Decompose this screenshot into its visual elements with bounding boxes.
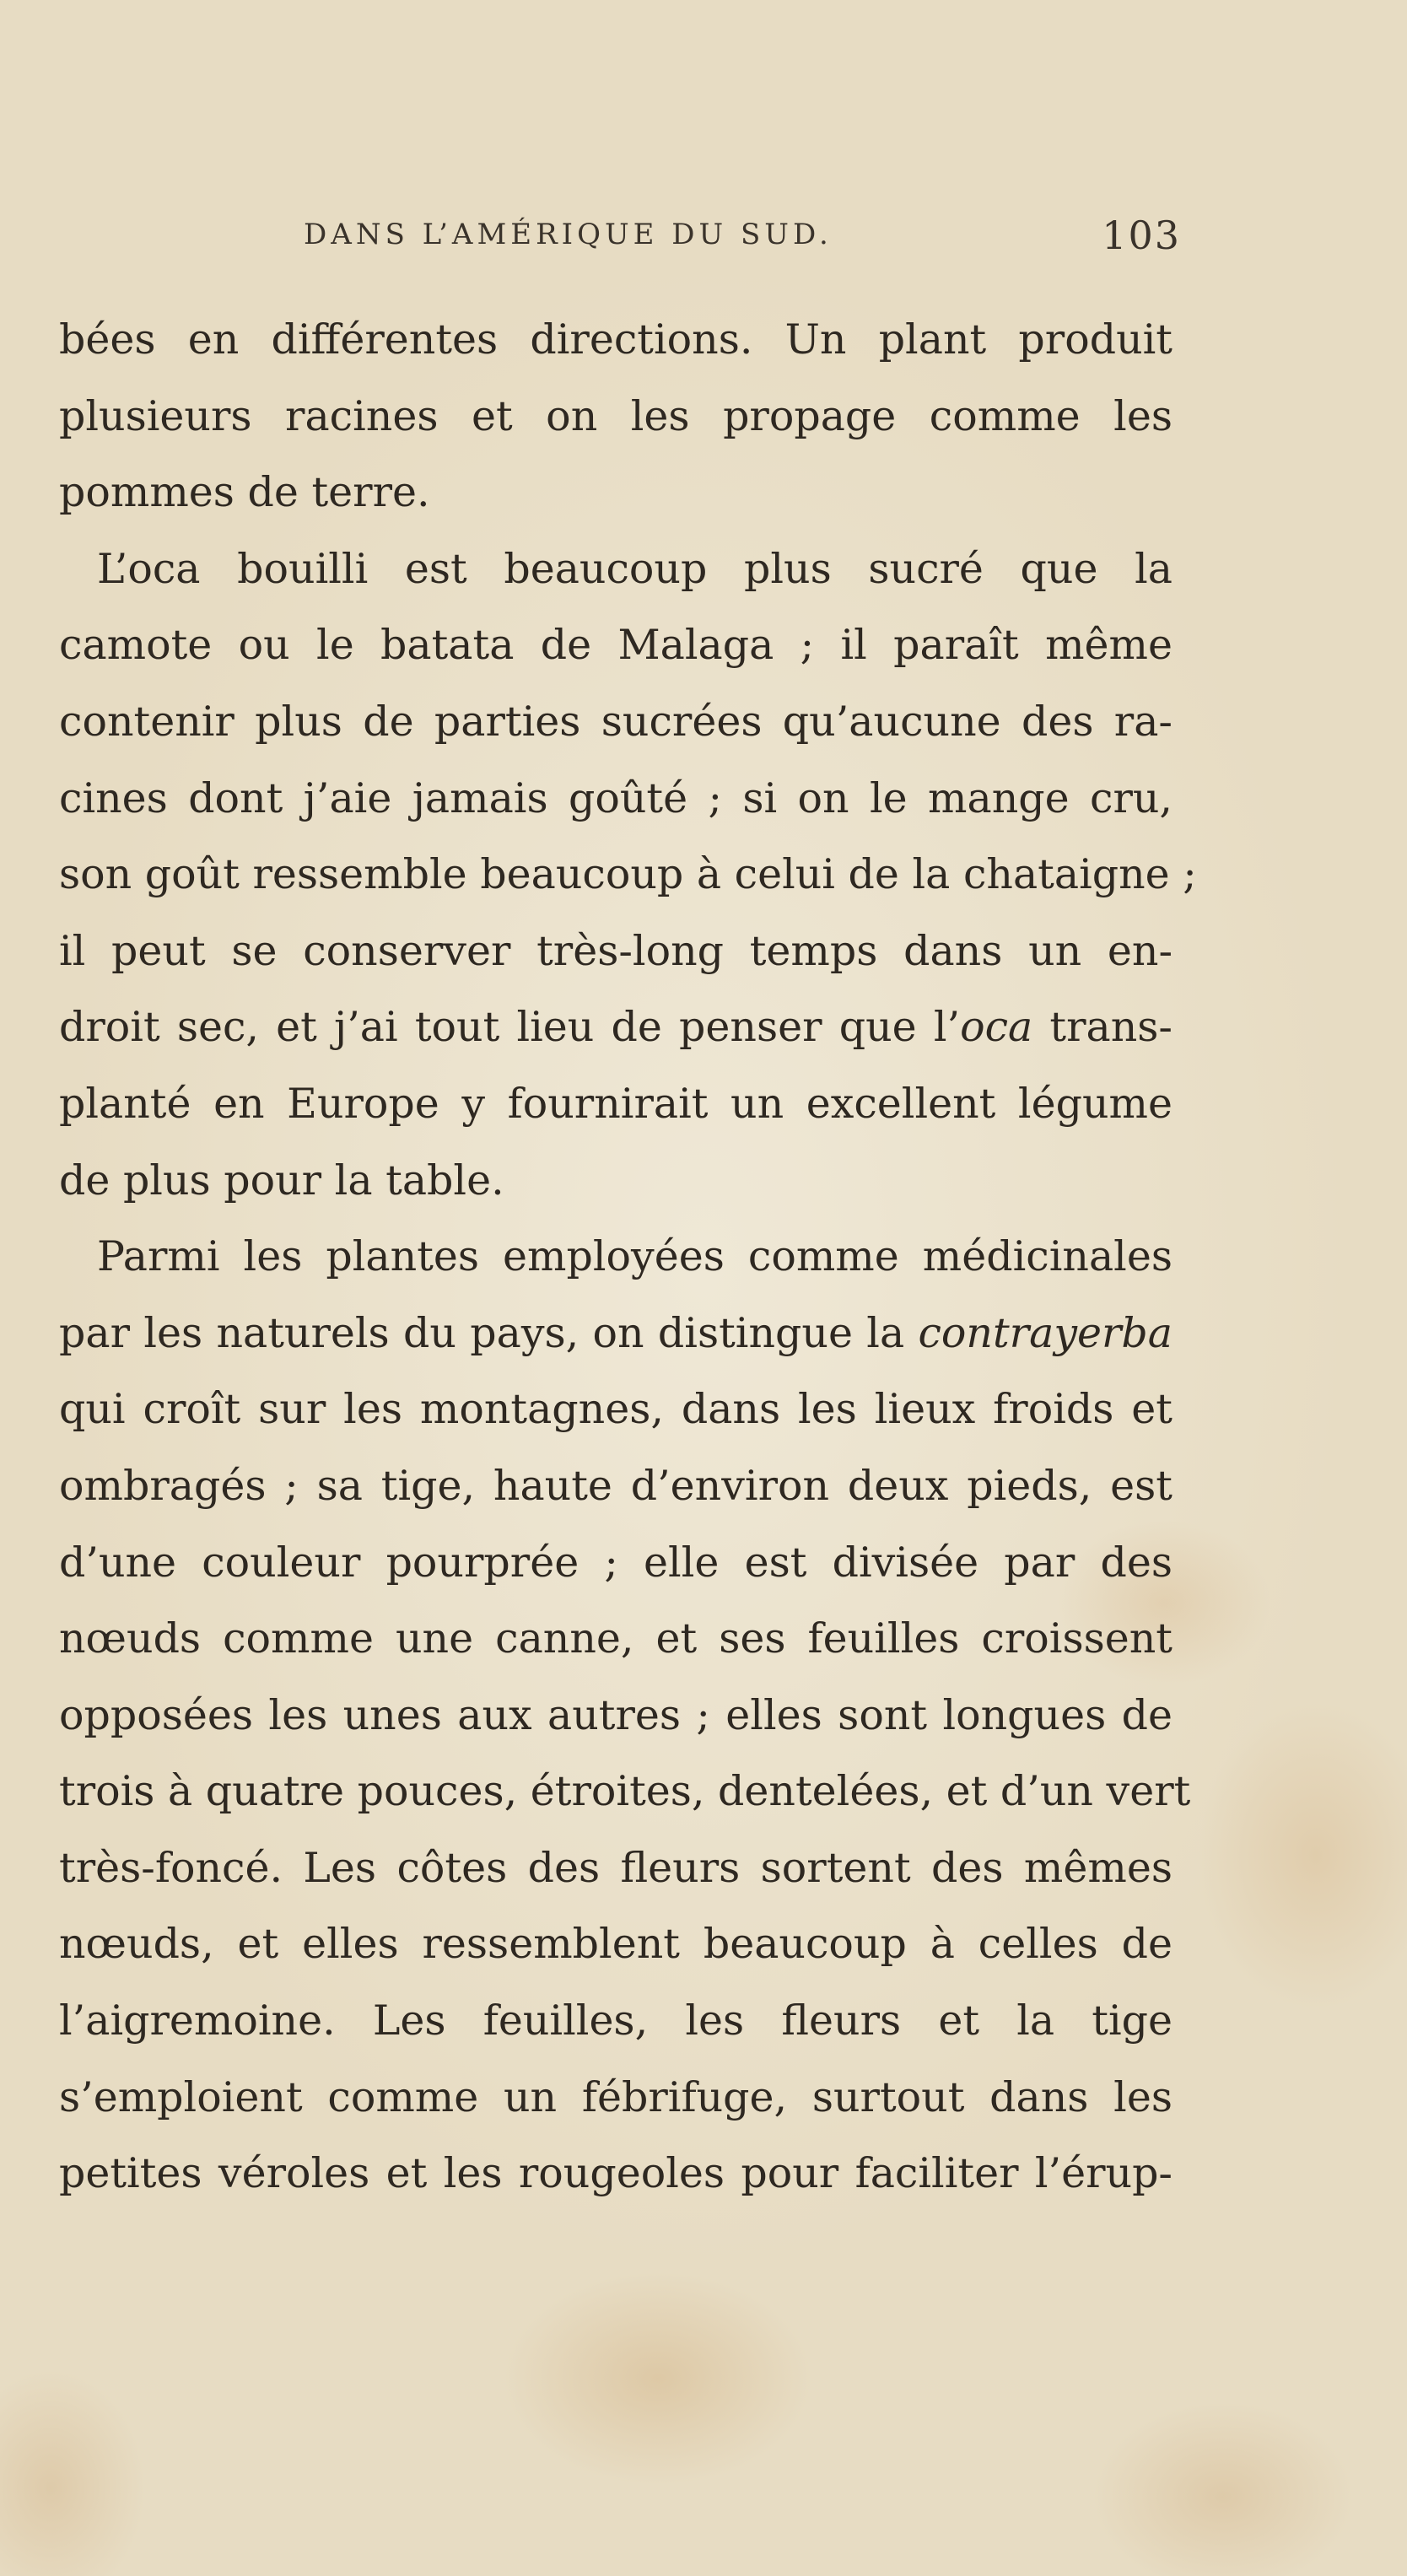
italic-term: oca — [960, 1003, 1033, 1052]
text-line: pommes de terre. — [59, 468, 430, 517]
text-line — [59, 1296, 1172, 1372]
italic-term: contrayerba — [918, 1308, 1172, 1357]
text-line: opposées les unes aux autres ; elles sont longues de — [59, 1690, 1172, 1739]
page-header — [304, 213, 1181, 268]
text-line: Parmi les plantes employées comme médicinales — [97, 1232, 1172, 1281]
text-line: il peut se conserver très-long temps dans un en- — [59, 926, 1172, 975]
text-line: qui croît sur les montagnes, dans les lieux froids et — [59, 1385, 1172, 1434]
text-line: son goût ressemble beaucoup à celui de la chataigne ; — [59, 850, 1197, 899]
body-text — [59, 302, 1197, 2212]
text-line: d’une couleur pourprée ; elle est divisée par des — [59, 1538, 1172, 1587]
text-line: cines dont j’aie jamais goûté ; si on le mange cru, — [59, 773, 1172, 822]
running-title: DANS L’AMÉRIQUE DU SUD. — [304, 218, 833, 251]
text-line: nœuds, et elles ressemblent beaucoup à celles de — [59, 1920, 1172, 1969]
text-line: bées en différentes directions. Un plant produit — [59, 315, 1172, 364]
text-line: petites véroles et les rougeoles pour faciliter l’érup- — [59, 2149, 1172, 2198]
text-line: très-foncé. Les côtes des fleurs sortent des mêmes — [59, 1843, 1172, 1892]
text-line: trois à quatre pouces, étroites, dentelées, et d’un vert — [59, 1767, 1191, 1816]
text-segment: droit sec, et j’ai tout lieu de penser que l’ — [59, 1003, 961, 1052]
text-line — [59, 989, 1172, 1066]
text-line: plusieurs racines et on les propage comme les — [59, 391, 1172, 440]
text-line: l’aigremoine. Les feuilles, les fleurs et la tige — [59, 1997, 1172, 2045]
text-line: ombragés ; sa tige, haute d’environ deux pieds, est — [59, 1461, 1172, 1510]
text-line: contenir plus de parties sucrées qu’aucune des ra- — [59, 697, 1172, 746]
text-line: s’emploient comme un fébrifuge, surtout dans les — [59, 2072, 1172, 2121]
text-line: de plus pour la table. — [59, 1156, 504, 1204]
text-segment: par les naturels du pays, on distingue la — [59, 1308, 919, 1357]
text-line: camote ou le batata de Malaga ; il paraît même — [59, 621, 1172, 670]
page-number: 103 — [1102, 213, 1181, 258]
text-line: nœuds comme une canne, et ses feuilles croissent — [59, 1614, 1172, 1663]
text-line: L’oca bouilli est beaucoup plus sucré que la — [97, 544, 1172, 593]
text-line: planté en Europe y fournirait un excellent légume — [59, 1079, 1172, 1128]
text-segment: trans- — [1032, 1003, 1172, 1052]
